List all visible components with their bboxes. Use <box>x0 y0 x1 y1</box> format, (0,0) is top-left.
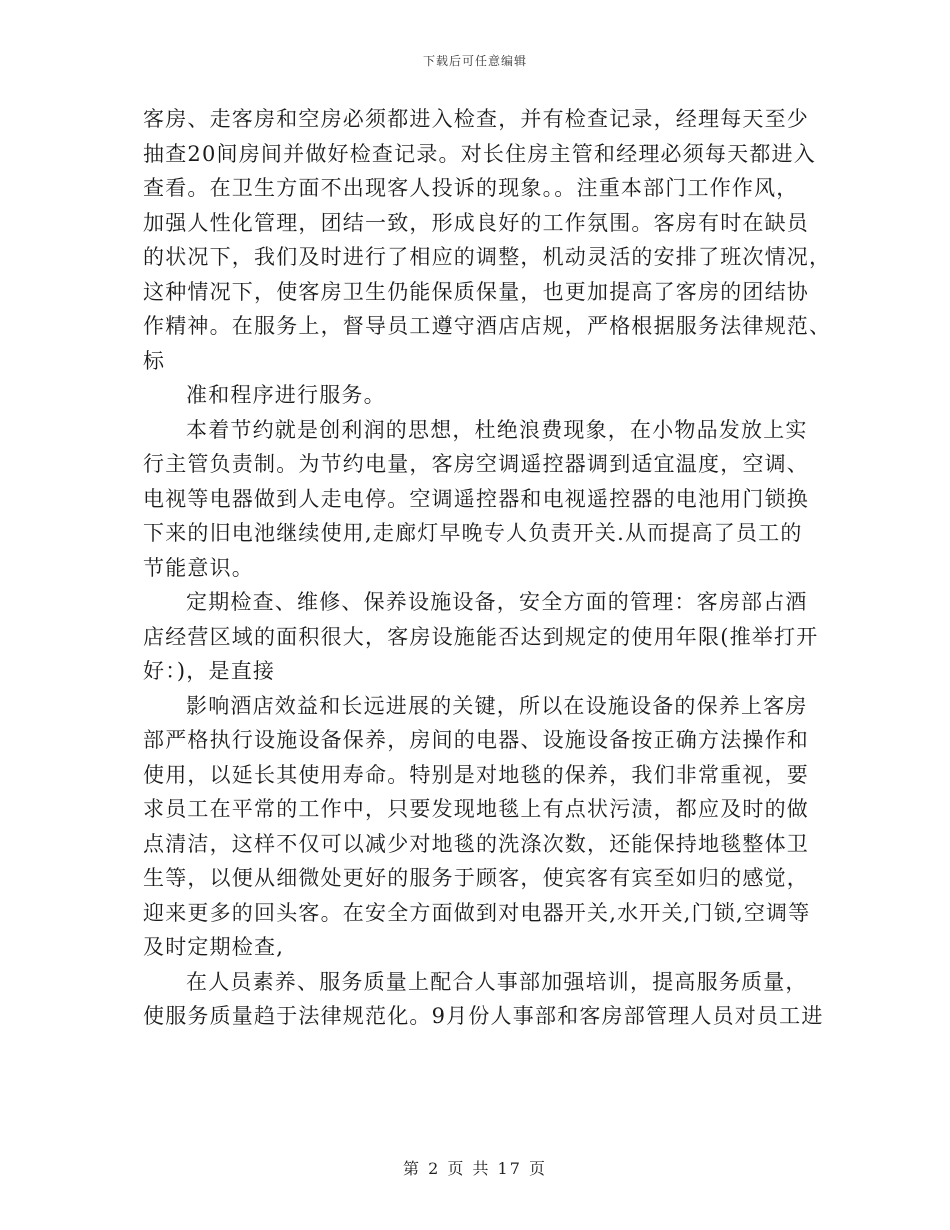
text-line: 部严格执行设施设备保养，房间的电器、设施设备按正确方法操作和 <box>143 728 809 752</box>
text-line: 本着节约就是创利润的思想，杜绝浪费现象，在小物品发放上实 <box>186 417 808 442</box>
text-line: 生等，以便从细微处更好的服务于顾客，使宾客有宾至如归的感觉， <box>143 866 809 890</box>
text-line: 抽查20间房间并做好检查记录。对长住房主管和经理必须每天都进入 <box>143 141 816 166</box>
text-line: 电视等电器做到人走电停。空调遥控器和电视遥控器的电池用门锁换 <box>143 486 809 511</box>
text-line: 准和程序进行服务。 <box>186 383 386 407</box>
text-line: 使服务质量趋于法律规范化。9月份人事部和客房部管理人员对员工进 <box>143 1004 824 1028</box>
text-line: 的状况下，我们及时进行了相应的调整，机动灵活的安排了班次情况， <box>143 245 832 269</box>
page-footer-number: 第 2 页 共 17 页 <box>403 1159 547 1178</box>
text-line: 店经营区域的面积很大，客房设施能否达到规定的使用年限(推举打开 <box>143 624 819 649</box>
text-line: 客房、走客房和空房必须都进入检查，并有检查记录，经理每天至少 <box>143 107 809 131</box>
text-line: 点清洁，这样不仅可以减少对地毯的洗涤次数，还能保持地毯整体卫 <box>143 831 809 856</box>
text-line: 使用，以延长其使用寿命。特别是对地毯的保养，我们非常重视，要 <box>143 762 809 787</box>
text-line: 作精神。在服务上，督导员工遵守酒店店规，严格根据服务法律规范、 <box>143 314 832 338</box>
text-line: 迎来更多的回头客。在安全方面做到对电器开关,水开关,门锁,空调等 <box>143 900 811 925</box>
text-line: 这种情况下，使客房卫生仍能保质保量，也更加提高了客房的团结协 <box>143 279 809 304</box>
text-line: 查看。在卫生方面不出现客人投诉的现象。。注重本部门工作作风， <box>143 176 799 200</box>
page-header-note: 下载后可任意编辑 <box>422 54 527 68</box>
text-line: 节能意识。 <box>143 555 254 580</box>
text-line: 影响酒店效益和长远进展的关键，所以在设施设备的保养上客房 <box>186 693 808 718</box>
text-line: 加强人性化管理，团结一致，形成良好的工作氛围。客房有时在缺员 <box>143 210 809 235</box>
text-line: 行主管负责制。为节约电量，客房空调遥控器调到适宜温度，空调、 <box>143 452 809 476</box>
text-line: 求员工在平常的工作中，只要发现地毯上有点状污渍，都应及时的做 <box>143 797 809 821</box>
text-line: 及时定期检查, <box>143 935 285 959</box>
text-line: 标 <box>143 348 166 373</box>
text-line: 好：)，是直接 <box>143 659 276 683</box>
text-line: 在人员素养、服务质量上配合人事部加强培训，提高服务质量， <box>186 969 808 994</box>
text-line: 定期检查、维修、保养设施设备，安全方面的管理：客房部占酒 <box>186 590 808 614</box>
text-line: 下来的旧电池继续使用,走廊灯早晚专人负责开关.从而提高了员工的 <box>143 521 803 545</box>
document-body <box>143 102 832 1034</box>
